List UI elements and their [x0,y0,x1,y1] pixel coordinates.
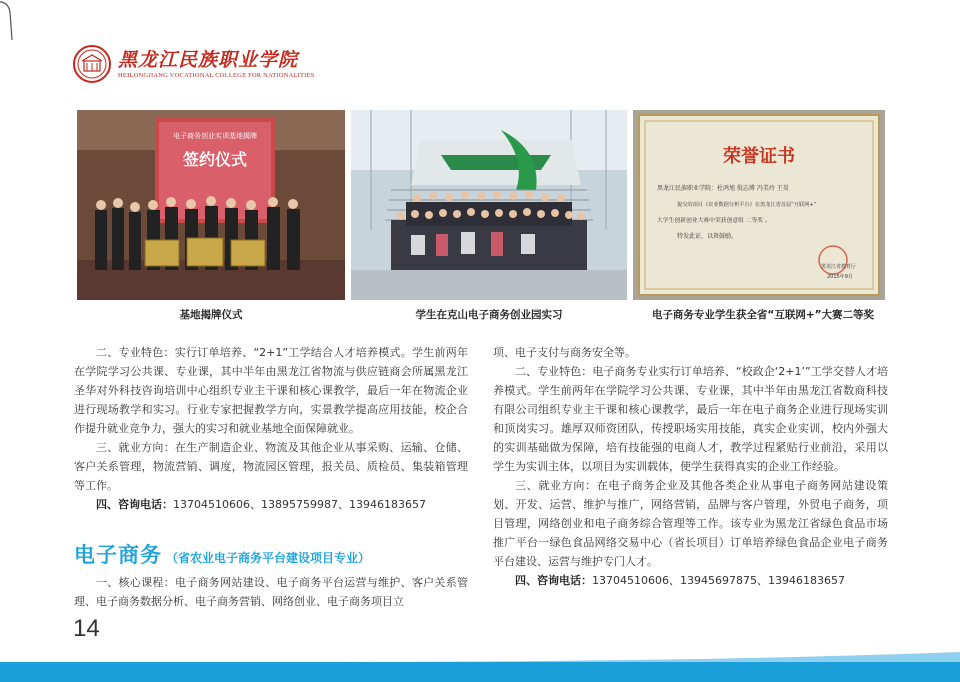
right-column-text [493,343,888,590]
cert-title: 荣誉证书 [723,146,795,167]
footer-bar [0,662,960,682]
page-number: 14 [73,615,100,642]
photo-ceremony [77,110,345,300]
corner-decoration [0,0,960,40]
photo-caption: 学生在克山电子商务创业园实习 [415,309,563,321]
cert-line: 大学生创新创业大赛中荣获创意组 二等奖 。 [657,218,771,224]
section-heading [74,539,370,569]
paragraph-features: 二、专业特色：实行订单培养、“2+1”工学结合人才培养模式。学生前两年在学院学习公共课、专业课，其中半年由黑龙江省物流与供应链商会所属黑龙江圣华对外科技咨询培训中心组织专业主干课和核心课教学，最后一年在物流企业进行现场教学和实习。行业专家把握教学方向，实景教学提高应用技能，校企合作提升就业竞争力，强大的实习和就业基地全面保障就业。 [74,346,468,435]
paragraph-employment: 三、就业方向：在电子商务企业及其他各类企业从事电子商务网站建设策划、开发、运营、维护与推广，网络营销，品牌与客户管理，外贸电子商务，项目管理，网络创业和电子商务综合管理等工作。该专业为黑龙江省绿色食品市场推广平台一绿色食品网络交易中心（省长项目）订单培养绿色食品企业电子商务平台建设、运营与维护专门人才。 [493,479,889,568]
paragraph-employment: 三、就业方向：在生产制造企业、物流及其他企业从事采购、运输、仓储、客户关系管理，物流营销、调度，物流园区管理，报关员、质检员、集装箱管理等工作。 [74,441,468,492]
cert-line: 黑龙江民族职业学院：杜鸿旭 倪志博 冯美玲 王昊 [657,185,789,192]
cert-issuer: 黑龙江省教育厅 [821,264,857,270]
college-name-en: HEILONGJIANG VOCATIONAL COLLEGE FOR NATIONALITIES [118,72,315,79]
section-title: 电子商务 [74,543,162,567]
left-column-text [74,343,468,514]
section-subtitle: （省农业电子商务平台建设项目专业） [166,551,371,565]
photo-caption: 电子商务专业学生获全省“互联网+”大赛二等奖 [651,309,875,321]
paragraph-features: 二、专业特色：电子商务专业实行订单培养、“校政企‘2+1’”工学交替人才培养模式。学生前两年在学院学习公共课、专业课，其中半年由黑龙江省数商科技有限公司组织专业主干课和核心课教学，最后一年在电子商务企业进行现场实训和顶岗实习。雄厚双师资团队，传授职场实用技能，真实企业实训，校内外强大的实训基础做为保障，培有技能强的电商人才，教学过程紧贴行业前沿，采用以学生为实训主体，以项目为实训载体，使学生获得真实的企业工作经验。 [493,365,889,473]
screen-headline: 签约仪式 [182,150,248,169]
screen-title-line: 电子商务创业实训基地揭牌 [173,132,257,140]
college-logo [72,44,314,84]
cert-line: 特发此证，以资鼓励。 [677,233,738,240]
paragraph-courses-continued: 项、电子支付与商务安全等。 [493,346,636,359]
cert-date: 2015年9月 [827,274,853,280]
paragraph-contact: 四、咨询电话：13704510606、13895759987、13946183657 [96,498,426,511]
photo-award-certificate [633,110,885,300]
photo-caption: 基地揭牌仪式 [179,309,243,321]
section-core-courses [74,573,468,611]
paragraph-contact: 四、咨询电话：13704510606、13945697875、13946183657 [515,574,845,587]
college-name-cn: 黑龙江民族职业学院 [118,49,299,71]
paragraph-core-courses: 一、核心课程：电子商务网站建设、电子商务平台运营与维护、客户关系管理、电子商务数据分析、电子商务营销、网络创业、电子商务项目立 [74,576,468,608]
photo-students-group [351,110,627,300]
college-emblem-icon [72,44,112,84]
cert-line: 提交的项目《农业数据分析平台》在黑龙江省首届“互联网+” [677,202,817,208]
